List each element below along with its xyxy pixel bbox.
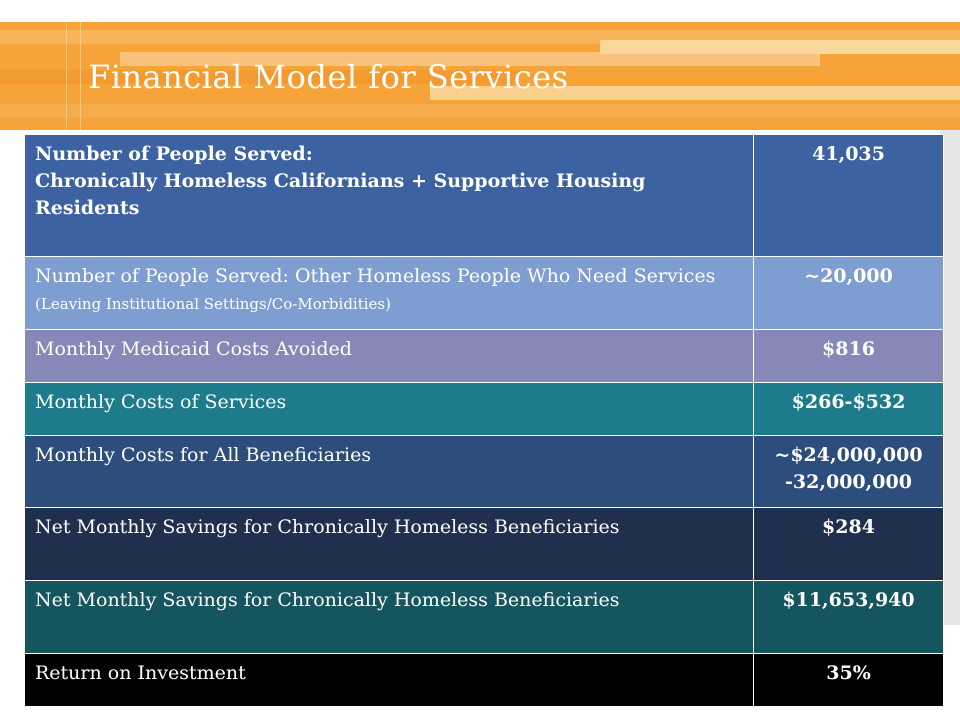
- table-row: [25, 581, 944, 654]
- table-row: [25, 383, 944, 436]
- row-label: Monthly Medicaid Costs Avoided: [25, 330, 754, 383]
- row-label-line1: Number of People Served:: [35, 143, 313, 165]
- row-value: 35%: [754, 654, 944, 707]
- row-label: Net Monthly Savings for Chronically Homeless Beneficiaries: [25, 508, 754, 581]
- row-value: 41,035: [754, 135, 944, 257]
- row-label-main: Number of People Served: Other Homeless People Who Need Services: [35, 265, 716, 287]
- table-row: [25, 330, 944, 383]
- row-value: ~20,000: [754, 257, 944, 330]
- row-value: $816: [754, 330, 944, 383]
- row-label: [25, 257, 754, 330]
- row-label: Monthly Costs for All Beneficiaries: [25, 436, 754, 508]
- row-label: [25, 135, 754, 257]
- row-label: Net Monthly Savings for Chronically Homeless Beneficiaries: [25, 581, 754, 654]
- table-row: [25, 508, 944, 581]
- row-label-line2: Chronically Homeless Californians + Supportive Housing Residents: [35, 170, 646, 219]
- row-value-line2: -32,000,000: [785, 471, 912, 493]
- row-label: Return on Investment: [25, 654, 754, 707]
- financial-model-table: [24, 134, 944, 707]
- table-row: [25, 436, 944, 508]
- row-value: $11,653,940: [754, 581, 944, 654]
- page-title: Financial Model for Services: [88, 58, 569, 96]
- table-row: [25, 654, 944, 707]
- row-label-note: (Leaving Institutional Settings/Co-Morbidities): [35, 295, 391, 313]
- table-row: [25, 135, 944, 257]
- row-label: Monthly Costs of Services: [25, 383, 754, 436]
- row-value-line1: ~$24,000,000: [774, 444, 923, 466]
- row-value: $284: [754, 508, 944, 581]
- table-row: [25, 257, 944, 330]
- row-value: $266-$532: [754, 383, 944, 436]
- row-value: [754, 436, 944, 508]
